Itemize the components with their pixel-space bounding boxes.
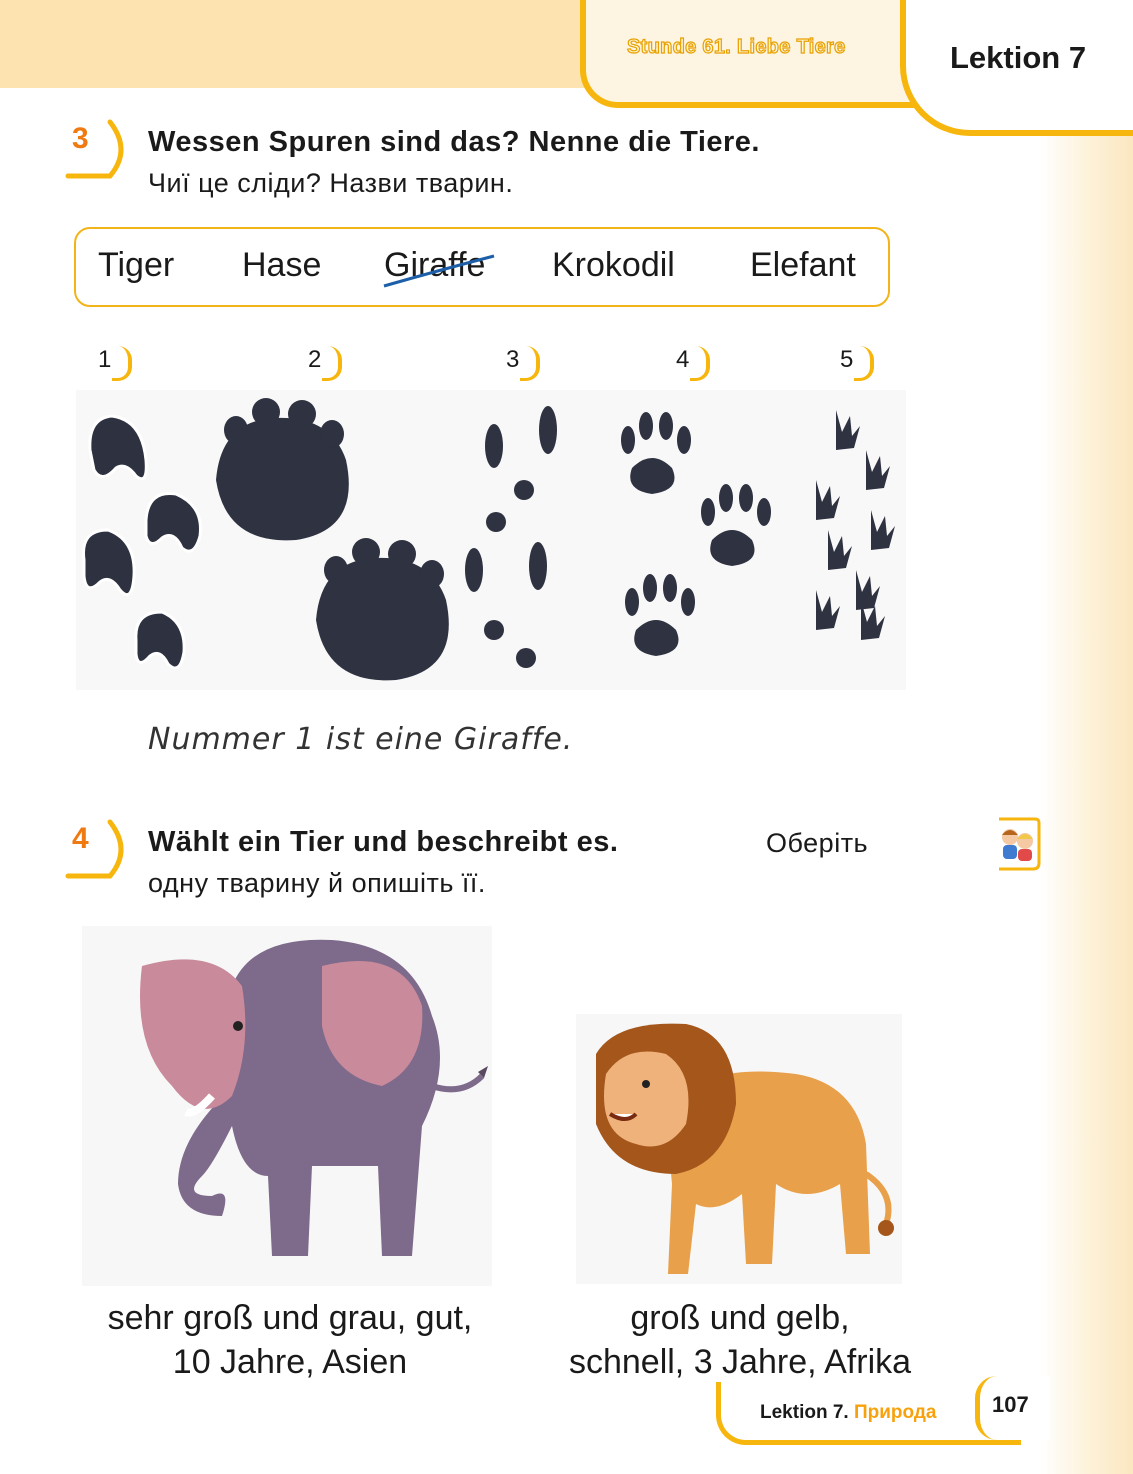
number-bracket: [854, 346, 874, 381]
task-4-title-uk-part2: одну тварину й опишіть її.: [148, 868, 486, 898]
lion-caption-line1: groß und gelb,: [630, 1299, 850, 1337]
bracket-icon: [58, 818, 128, 882]
word-giraffe-crossed: Giraffe: [384, 246, 486, 284]
example-sentence: Nummer 1 ist eine Giraffe.: [148, 722, 574, 757]
stunde-title: Stunde 61. Liebe Tiere: [627, 36, 846, 58]
elephant-caption-line2: 10 Jahre, Asien: [172, 1343, 408, 1381]
task-number: 3: [72, 122, 89, 155]
task-3-title-de: Wessen Spuren sind das? Nenne die Tiere.: [148, 126, 760, 158]
lion-image: [576, 1014, 902, 1284]
header-band: [0, 0, 600, 88]
footer-lesson: [760, 1402, 937, 1424]
track-number-2: 2: [308, 346, 322, 373]
lion-caption: [530, 1296, 950, 1384]
task-4-badge: [58, 818, 120, 878]
page-number: 107: [992, 1392, 1029, 1417]
task-4-title-de: Wählt ein Tier und beschreibt es.: [148, 826, 619, 858]
number-bracket: [520, 346, 540, 381]
track-number-1: 1: [98, 346, 112, 373]
number-bracket: [112, 346, 132, 381]
word-hase: Hase: [242, 246, 322, 284]
lektion-title: Lektion 7: [950, 40, 1087, 75]
strike-mark: [380, 252, 498, 292]
number-bracket: [322, 346, 342, 381]
task-4-title-uk-part1: Оберіть: [766, 828, 869, 858]
elephant-caption-line1: sehr groß und grau, gut,: [107, 1299, 473, 1337]
lion-caption-line2: schnell, 3 Jahre, Afrika: [568, 1343, 912, 1381]
task-3-badge: [58, 118, 120, 178]
track-number-3: 3: [506, 346, 520, 373]
track-number-4: 4: [676, 346, 690, 373]
word-krokodil: Krokodil: [552, 246, 675, 284]
elephant-image: [82, 926, 492, 1286]
word-tiger: Tiger: [98, 246, 175, 284]
footer-topic: Природа: [853, 1402, 937, 1423]
bracket-icon: [58, 118, 128, 182]
footer-lektion: Lektion 7.: [760, 1402, 849, 1423]
task-3-title-uk: Чиї це сліди? Назви тварин.: [148, 168, 514, 198]
elephant-caption: [70, 1296, 510, 1384]
track-number-5: 5: [840, 346, 854, 373]
task-number: 4: [72, 822, 89, 855]
word-elefant: Elefant: [750, 246, 856, 284]
animal-tracks-illustration: [76, 390, 906, 690]
pair-work-icon: [993, 815, 1041, 871]
page-margin-band: [1040, 0, 1133, 1474]
number-bracket: [690, 346, 710, 381]
